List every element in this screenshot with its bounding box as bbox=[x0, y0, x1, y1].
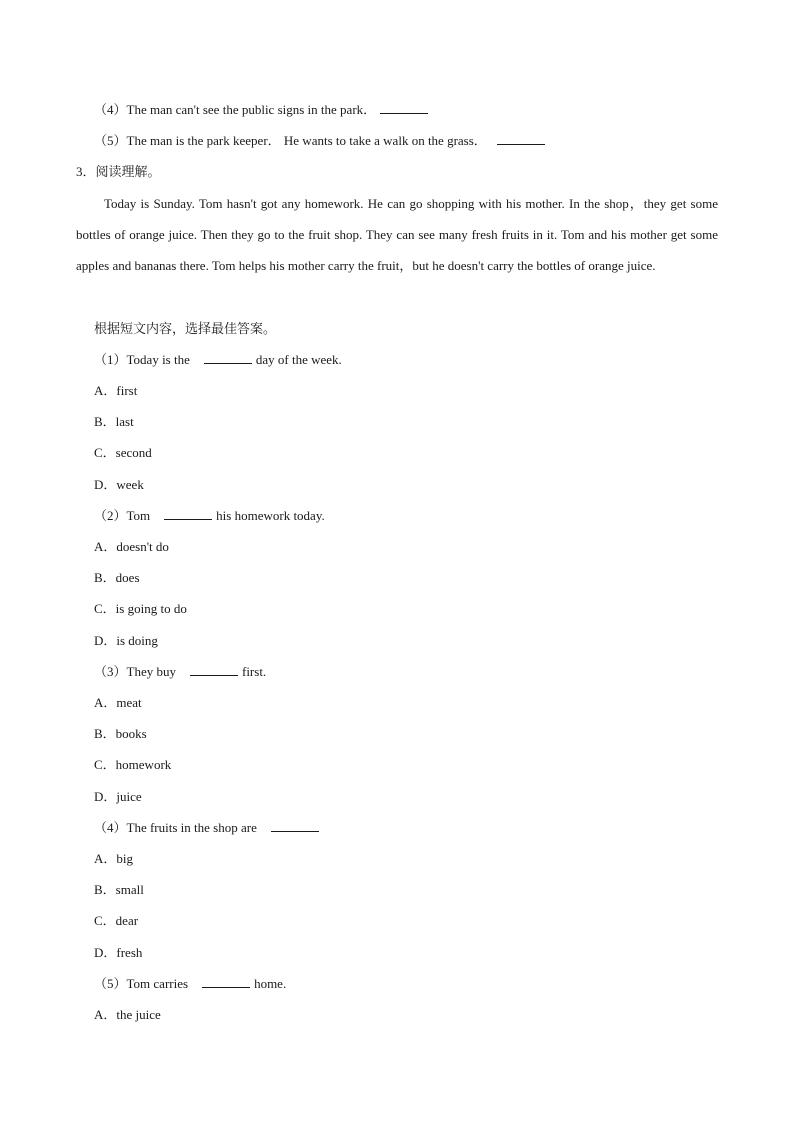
question-5: （5）Tom carries home. bbox=[94, 976, 287, 991]
question-2: （2）Tom his homework today. bbox=[94, 508, 325, 523]
answer-blank bbox=[204, 351, 252, 364]
question-3: （3）They buy first. bbox=[94, 664, 267, 679]
answer-blank bbox=[497, 132, 545, 145]
section-heading: 3．阅读理解。 bbox=[76, 164, 161, 179]
question-1: （1）Today is the day of the week. bbox=[94, 352, 342, 367]
option: B．does bbox=[94, 570, 140, 585]
item-number: （4） bbox=[94, 102, 127, 117]
reading-passage: Today is Sunday. Tom hasn't got any homework. He can go shopping with his mother. In the shop，they get some bottles of orange juice. Then they go to the fruit shop. They can see many fresh fruits in it. Tom and his mother get some apples and bananas there. Tom helps his mother carry the fruit，but he doesn't carry the bottles of orange juice. bbox=[76, 196, 718, 273]
option: D．is doing bbox=[94, 633, 158, 648]
option: C．is going to do bbox=[94, 601, 187, 616]
question-4: （4）The fruits in the shop are bbox=[94, 819, 323, 837]
prev-item-5 bbox=[94, 132, 549, 150]
option: A．the juice bbox=[94, 1007, 161, 1022]
prev-item-4 bbox=[94, 101, 432, 119]
option: A．doesn't do bbox=[94, 539, 169, 554]
option: A．big bbox=[94, 851, 134, 866]
answer-blank bbox=[271, 819, 319, 832]
item-number: （5） bbox=[94, 133, 127, 148]
option: A．first bbox=[94, 383, 138, 398]
option: C．second bbox=[94, 445, 152, 460]
option: C．dear bbox=[94, 913, 139, 928]
option: B．books bbox=[94, 726, 147, 741]
option: B．small bbox=[94, 882, 144, 897]
answer-blank bbox=[164, 507, 212, 520]
answer-blank bbox=[190, 663, 238, 676]
option: B．last bbox=[94, 414, 134, 429]
option: D．fresh bbox=[94, 945, 143, 960]
option: A．meat bbox=[94, 695, 142, 710]
answer-blank bbox=[202, 975, 250, 988]
instruction: 根据短文内容，选择最佳答案。 bbox=[94, 321, 277, 336]
option: D．juice bbox=[94, 789, 142, 804]
answer-blank bbox=[380, 101, 428, 114]
option: D．week bbox=[94, 477, 144, 492]
item-text: The man can't see the public signs in the park． bbox=[126, 102, 377, 117]
option: C．homework bbox=[94, 757, 172, 772]
item-text: The man is the park keeper． He wants to take a walk on the grass． bbox=[126, 133, 487, 148]
